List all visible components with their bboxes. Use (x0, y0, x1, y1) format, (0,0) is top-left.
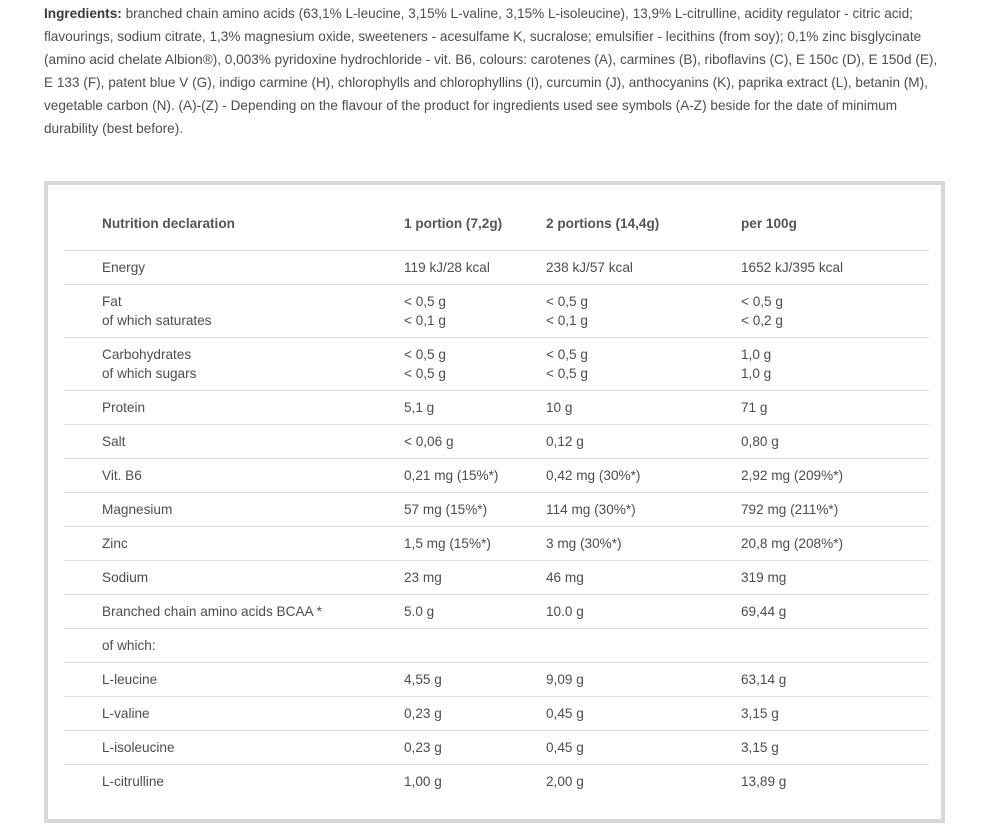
two-portions-cell-value: < 0,5 g (546, 347, 588, 362)
nutrient-name-cell-sub-value: of which saturates (102, 313, 212, 328)
table-row (64, 629, 929, 663)
per-100g-cell-value: 63,14 g (741, 672, 787, 687)
nutrient-name-cell-value: Zinc (102, 536, 128, 551)
nutrition-table (64, 197, 929, 798)
per-100g-cell-value: 2,92 mg (209%*) (741, 468, 844, 483)
one-portion-cell-value: 1,5 mg (15%*) (404, 536, 491, 551)
nutrient-name-cell-sub-value: of which sugars (102, 366, 197, 381)
per-100g-cell-value: 20,8 mg (208%*) (741, 536, 844, 551)
one-portion-cell (366, 285, 508, 338)
table-row (64, 697, 929, 731)
table-row (64, 595, 929, 629)
one-portion-cell (366, 629, 508, 663)
two-portions-cell (508, 285, 703, 338)
per-100g-cell-value: 69,44 g (741, 604, 787, 619)
nutrient-name-cell (64, 527, 366, 561)
nutrient-name-cell (64, 697, 366, 731)
two-portions-cell-sub-value: < 0,1 g (546, 313, 588, 328)
one-portion-cell (366, 251, 508, 285)
two-portions-cell-value: 238 kJ/57 kcal (546, 260, 633, 275)
one-portion-cell (366, 425, 508, 459)
two-portions-cell-value: 9,09 g (546, 672, 584, 687)
one-portion-cell-value: 5.0 g (404, 604, 435, 619)
one-portion-cell (366, 731, 508, 765)
table-row (64, 285, 929, 338)
two-portions-cell-value: 0,45 g (546, 706, 584, 721)
one-portion-cell-value: < 0,5 g (404, 294, 446, 309)
one-portion-cell-value: 0,23 g (404, 740, 442, 755)
per-100g-cell (703, 425, 929, 459)
header-per-100g: per 100g (703, 197, 929, 251)
per-100g-cell-value: 1,0 g (741, 347, 772, 362)
table-row (64, 527, 929, 561)
header-one-portion: 1 portion (7,2g) (366, 197, 508, 251)
one-portion-cell-value: 23 mg (404, 570, 442, 585)
per-100g-cell-value: 1652 kJ/395 kcal (741, 260, 844, 275)
two-portions-cell-sub-value: < 0,5 g (546, 366, 588, 381)
two-portions-cell (508, 391, 703, 425)
two-portions-cell-value: 0,42 mg (30%*) (546, 468, 641, 483)
nutrient-name-cell (64, 731, 366, 765)
per-100g-cell (703, 595, 929, 629)
nutrient-name-cell-value: Carbohydrates (102, 347, 192, 362)
nutrient-name-cell (64, 425, 366, 459)
nutrient-name-cell (64, 459, 366, 493)
nutrient-name-cell (64, 251, 366, 285)
two-portions-cell-value: 114 mg (30%*) (546, 502, 636, 517)
table-row (64, 731, 929, 765)
nutrient-name-cell-value: L-leucine (102, 672, 158, 687)
nutrient-name-cell-value: Vit. B6 (102, 468, 142, 483)
table-row (64, 425, 929, 459)
per-100g-cell (703, 697, 929, 731)
table-row (64, 493, 929, 527)
per-100g-cell-value: < 0,5 g (741, 294, 783, 309)
per-100g-cell (703, 285, 929, 338)
per-100g-cell-sub-value: < 0,2 g (741, 313, 783, 328)
two-portions-cell-value: < 0,5 g (546, 294, 588, 309)
ingredients-paragraph (44, 2, 944, 140)
two-portions-cell-value: 0,45 g (546, 740, 584, 755)
table-row (64, 338, 929, 391)
nutrient-name-cell (64, 338, 366, 391)
table-row (64, 663, 929, 697)
two-portions-cell (508, 561, 703, 595)
per-100g-cell (703, 731, 929, 765)
two-portions-cell (508, 595, 703, 629)
per-100g-cell (703, 459, 929, 493)
table-row (64, 251, 929, 285)
nutrient-name-cell-value: Energy (102, 260, 146, 275)
per-100g-cell-value: 71 g (741, 400, 768, 415)
nutrient-name-cell-value: L-isoleucine (102, 740, 175, 755)
two-portions-cell (508, 251, 703, 285)
per-100g-cell-sub-value: 1,0 g (741, 366, 772, 381)
one-portion-cell (366, 527, 508, 561)
one-portion-cell-sub-value: < 0,1 g (404, 313, 446, 328)
one-portion-cell-sub-value: < 0,5 g (404, 366, 446, 381)
nutrient-name-cell (64, 391, 366, 425)
ingredients-label: Ingredients: (44, 6, 122, 21)
two-portions-cell-value: 0,12 g (546, 434, 584, 449)
table-header-row (64, 197, 929, 251)
per-100g-cell-value: 792 mg (211%*) (741, 502, 839, 517)
per-100g-cell-value: 319 mg (741, 570, 787, 585)
nutrient-name-cell-value: Magnesium (102, 502, 173, 517)
one-portion-cell (366, 663, 508, 697)
header-two-portions: 2 portions (14,4g) (508, 197, 703, 251)
two-portions-cell (508, 493, 703, 527)
nutrient-name-cell-value: L-citrulline (102, 774, 164, 789)
per-100g-cell-value: 0,80 g (741, 434, 779, 449)
per-100g-cell-value: 3,15 g (741, 706, 779, 721)
nutrient-name-cell-value: Protein (102, 400, 146, 415)
two-portions-cell (508, 697, 703, 731)
per-100g-cell (703, 251, 929, 285)
nutrition-table-box (44, 181, 945, 823)
two-portions-cell (508, 425, 703, 459)
two-portions-cell (508, 765, 703, 799)
ingredients-text: branched chain amino acids (63,1% L-leucine, 3,15% L-valine, 3,15% L-isoleucine), 13,9% L-citrulline, acidity regulator - citric acid; flavourings, sodium citrate, 1,3% magnesium oxide, sweeteners - acesulfame K, sucralose; emulsifier - lecithins (from soy); 0,1% zinc bisglycinate (amino acid chelate Albion®), 0,003% pyridoxine hydrochloride - vit. B6, colours: carotenes (A), carmines (B), riboflavins (C), E 150c (D), E 150d (E), E 133 (F), patent blue V (G), indigo carmine (H), chlorophylls and chlorophyllins (I), curcumin (J), anthocyanins (K), paprika extract (L), betanin (M), vegetable carbon (N). (A)-(Z) - Depending on the flavour of the product for ingredients used see symbols (A-Z) beside for the date of minimum durability (best before). (44, 6, 938, 136)
one-portion-cell-value: 4,55 g (404, 672, 442, 687)
one-portion-cell (366, 459, 508, 493)
nutrient-name-cell-value: Fat (102, 294, 122, 309)
nutrient-name-cell-value: Branched chain amino acids BCAA * (102, 604, 322, 619)
one-portion-cell-value: < 0,06 g (404, 434, 454, 449)
two-portions-cell-value: 46 mg (546, 570, 584, 585)
nutrient-name-cell (64, 595, 366, 629)
one-portion-cell-value: 5,1 g (404, 400, 435, 415)
one-portion-cell (366, 561, 508, 595)
one-portion-cell (366, 391, 508, 425)
one-portion-cell (366, 765, 508, 799)
two-portions-cell (508, 629, 703, 663)
table-row (64, 459, 929, 493)
two-portions-cell (508, 338, 703, 391)
per-100g-cell (703, 338, 929, 391)
per-100g-cell (703, 391, 929, 425)
table-row (64, 391, 929, 425)
per-100g-cell-value: 3,15 g (741, 740, 779, 755)
nutrient-name-cell (64, 285, 366, 338)
nutrient-name-cell (64, 765, 366, 799)
one-portion-cell-value: 57 mg (15%*) (404, 502, 488, 517)
one-portion-cell-value: < 0,5 g (404, 347, 446, 362)
one-portion-cell (366, 493, 508, 527)
nutrient-name-cell (64, 493, 366, 527)
nutrient-name-cell-value: of which: (102, 638, 156, 653)
two-portions-cell-value: 10 g (546, 400, 573, 415)
per-100g-cell (703, 527, 929, 561)
two-portions-cell (508, 731, 703, 765)
header-nutrition-declaration: Nutrition declaration (64, 197, 366, 251)
table-row (64, 561, 929, 595)
per-100g-cell (703, 663, 929, 697)
two-portions-cell (508, 527, 703, 561)
two-portions-cell-value: 3 mg (30%*) (546, 536, 622, 551)
per-100g-cell (703, 561, 929, 595)
nutrient-name-cell-value: Salt (102, 434, 126, 449)
nutrient-name-cell (64, 561, 366, 595)
one-portion-cell-value: 119 kJ/28 kcal (404, 260, 490, 275)
nutrient-name-cell-value: Sodium (102, 570, 149, 585)
per-100g-cell (703, 629, 929, 663)
two-portions-cell (508, 459, 703, 493)
nutrient-name-cell (64, 663, 366, 697)
one-portion-cell-value: 0,21 mg (15%*) (404, 468, 499, 483)
nutrient-name-cell (64, 629, 366, 663)
nutrient-name-cell-value: L-valine (102, 706, 150, 721)
two-portions-cell-value: 2,00 g (546, 774, 584, 789)
per-100g-cell (703, 493, 929, 527)
table-row (64, 765, 929, 799)
per-100g-cell-value: 13,89 g (741, 774, 787, 789)
two-portions-cell (508, 663, 703, 697)
one-portion-cell (366, 595, 508, 629)
one-portion-cell-value: 0,23 g (404, 706, 442, 721)
one-portion-cell (366, 338, 508, 391)
two-portions-cell-value: 10.0 g (546, 604, 584, 619)
per-100g-cell (703, 765, 929, 799)
one-portion-cell (366, 697, 508, 731)
one-portion-cell-value: 1,00 g (404, 774, 442, 789)
